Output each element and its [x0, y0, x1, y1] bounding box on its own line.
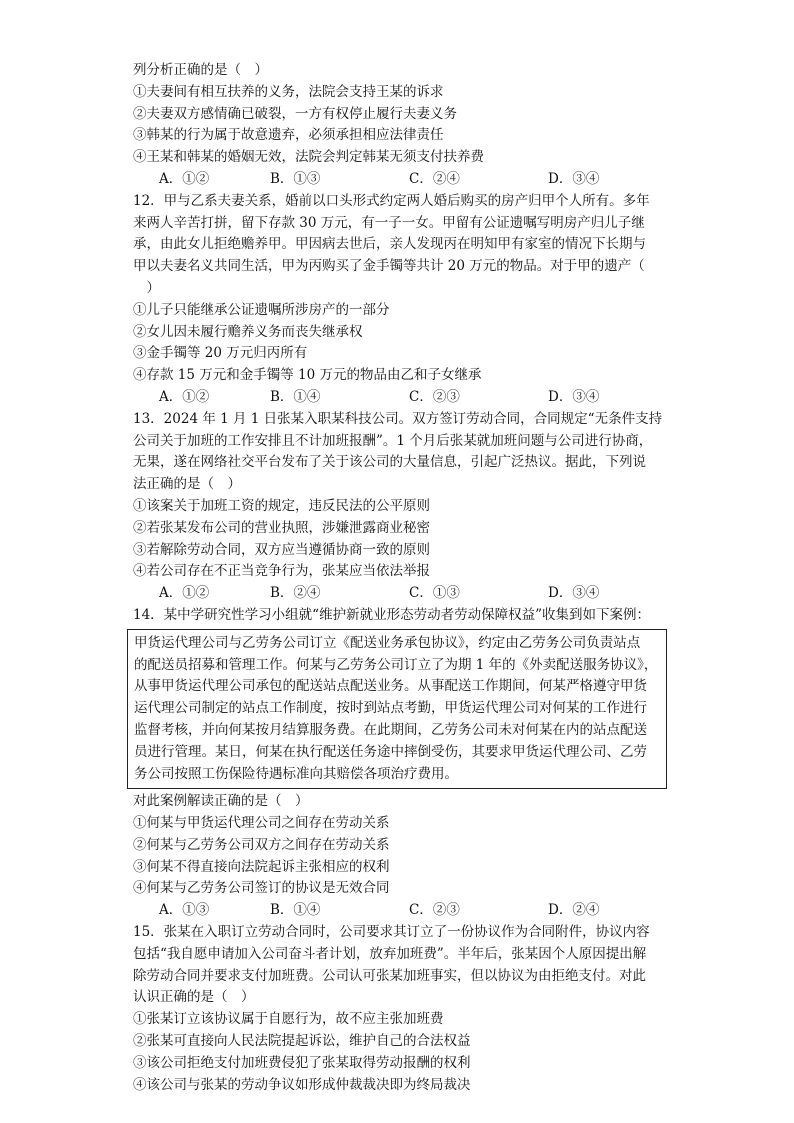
q14-case-line-2: 的配送员招募和管理工作。何某与乙劳务公司订立了为期 1 年的《外卖配送服务协议》， [134, 656, 658, 673]
q14-case-box [127, 629, 667, 790]
q13-option-b[interactable]: B．②④ [270, 585, 321, 602]
q14-case-line-3: 从事甲货运代理公司承包的配送站点配送业务。从事配送工作期间，何某严格遵守甲货 [134, 678, 647, 695]
q15-item-4: ④该公司与张某的劳动争议如形成仲裁裁决即为终局裁决 [133, 1076, 471, 1093]
q11-option-b[interactable]: B．①③ [270, 170, 321, 187]
q15-item-3: ③该公司拒绝支付加班费侵犯了张某取得劳动报酬的权利 [133, 1054, 471, 1071]
q15-stem-line-3: 除劳动合同并要求支付加班费。公司认可张某加班事实，但以协议为由拒绝支付。对此 [133, 967, 646, 984]
q14-option-a[interactable]: A．①③ [159, 902, 210, 919]
q14-stem: 14．某中学研究性学习小组就“维护新就业形态劳动者劳动保障权益”收集到如下案例： [133, 606, 650, 623]
q14-case-line-6: 员进行管理。某日，何某在执行配送任务途中摔倒受伤，其要求甲货运代理公司、乙劳 [134, 743, 647, 760]
q11-option-d[interactable]: D．③④ [548, 170, 600, 187]
q11-stem: 列分析正确的是（ ） [133, 62, 268, 78]
q11-option-a[interactable]: A．①② [159, 170, 210, 187]
q14-case-line-7: 务公司按照工伤保险待遇标准向其赔偿各项治疗费用。 [134, 765, 458, 782]
q14-item-3: ③何某不得直接向法院起诉主张相应的权利 [133, 858, 390, 875]
q15-item-2: ②张某可直接向人民法院提起诉讼，维护自己的合法权益 [133, 1033, 471, 1050]
q12-option-c[interactable]: C．②③ [409, 388, 460, 405]
q14-case-line-4: 运代理公司制定的站点工作制度，按时到站点考勤，甲货运代理公司对何某的工作进行 [134, 700, 647, 717]
q11-options [133, 169, 661, 191]
q12-stem-line-1: 12．甲与乙系夫妻关系，婚前以口头形式约定两人婚后购买的房产归甲个人所有。多年 [133, 192, 650, 209]
exam-page [133, 60, 661, 1096]
q12-item-4: ④存款 15 万元和金手镯等 10 万元的物品由乙和子女继承 [133, 367, 482, 384]
q13-stem-line-3: 无果，遂在网络社交平台发布了关于该公司的大量信息，引起广泛热议。据此，下列说 [133, 454, 646, 471]
q15-stem-line-1: 15．张某在入职订立劳动合同时，公司要求其订立了一份协议作为合同附件，协议内容 [133, 924, 650, 941]
q12-item-2: ②女儿因未履行赡养义务而丧失继承权 [133, 323, 363, 340]
q13-item-4: ④若公司存在不正当竞争行为，张某应当依法举报 [133, 563, 430, 580]
q13-options [133, 583, 661, 605]
q13-item-1: ①该案关于加班工资的规定，违反民法的公平原则 [133, 497, 430, 514]
q12-option-d[interactable]: D．③④ [548, 388, 600, 405]
q15-stem-line-2: 包括“我自愿申请加入公司奋斗者计划，放弃加班费”。半年后，张某因个人原因提出解 [133, 945, 647, 962]
q14-options [133, 900, 661, 922]
q13-stem-line-4: 法正确的是（ ） [133, 476, 241, 493]
q11-item-1: ①夫妻间有相互扶养的义务，法院会支持王某的诉求 [133, 83, 444, 100]
q12-stem-line-3: 承，由此女儿拒绝赡养甲。甲因病去世后，亲人发现丙在明知甲有家室的情况下长期与 [133, 236, 646, 253]
q13-option-c[interactable]: C．①③ [409, 585, 460, 602]
q11-option-c[interactable]: C．②④ [409, 170, 460, 187]
q13-stem-line-2: 公司关于加班的工作安排且不计加班报酬”。1 个月后张某就加班问题与公司进行协商， [133, 432, 653, 449]
q12-options [133, 387, 661, 409]
q12-option-b[interactable]: B．①④ [270, 388, 321, 405]
q13-item-3: ③若解除劳动合同，双方应当遵循协商一致的原则 [133, 541, 430, 558]
q14-option-d[interactable]: D．②④ [548, 902, 600, 919]
q14-option-b[interactable]: B．①④ [270, 902, 321, 919]
q14-item-4: ④何某与乙劳务公司签订的协议是无效合同 [133, 880, 390, 897]
q11-item-3: ③韩某的行为属于故意遗弃，必须承担相应法律责任 [133, 127, 444, 144]
q12-option-a[interactable]: A．①② [159, 388, 210, 405]
q14-case-line-1: 甲货运代理公司与乙劳务公司订立《配送业务承包协议》，约定由乙劳务公司负责站点 [134, 634, 641, 651]
q13-option-a[interactable]: A．①② [159, 585, 210, 602]
q12-stem-line-4: 甲以夫妻名义共同生活，甲为丙购买了金手镯等共计 20 万元的物品。对于甲的遗产（ [133, 258, 645, 275]
q13-option-d[interactable]: D．③④ [548, 585, 600, 602]
q14-item-1: ①何某与甲货运代理公司之间存在劳动关系 [133, 815, 390, 832]
q14-item-2: ②何某与乙劳务公司双方之间存在劳动关系 [133, 836, 390, 853]
q14-question: 对此案例解读正确的是（ ） [133, 793, 309, 810]
q15-item-1: ①张某订立该协议属于自愿行为，故不应主张加班费 [133, 1011, 444, 1028]
q12-stem-line-2: 来两人辛苦打拼，留下存款 30 万元，有一子一女。甲留有公证遗嘱写明房产归儿子继 [133, 214, 645, 231]
q12-item-1: ①儿子只能继承公证遗嘱所涉房产的一部分 [133, 301, 390, 318]
q15-stem-line-4: 认识正确的是（ ） [133, 989, 255, 1006]
q12-item-3: ③金手镯等 20 万元归丙所有 [133, 345, 308, 362]
q13-stem-line-1: 13．2024 年 1 月 1 日张某入职某科技公司。双方签订劳动合同，合同规定“无条件支持 [133, 410, 663, 427]
q14-option-c[interactable]: C．②③ [409, 902, 460, 919]
q11-item-2: ②夫妻双方感情确已破裂，一方有权停止履行夫妻义务 [133, 105, 457, 122]
q14-case-line-5: 监督考核，并向何某按月结算服务费。在此期间，乙劳务公司未对何某在内的站点配送 [134, 721, 647, 738]
q11-item-4: ④王某和韩某的婚姻无效，法院会判定韩某无须支付扶养费 [133, 149, 484, 166]
q13-item-2: ②若张某发布公司的营业执照，涉嫌泄露商业秘密 [133, 519, 430, 536]
q12-stem-line-5: ） [133, 279, 160, 296]
